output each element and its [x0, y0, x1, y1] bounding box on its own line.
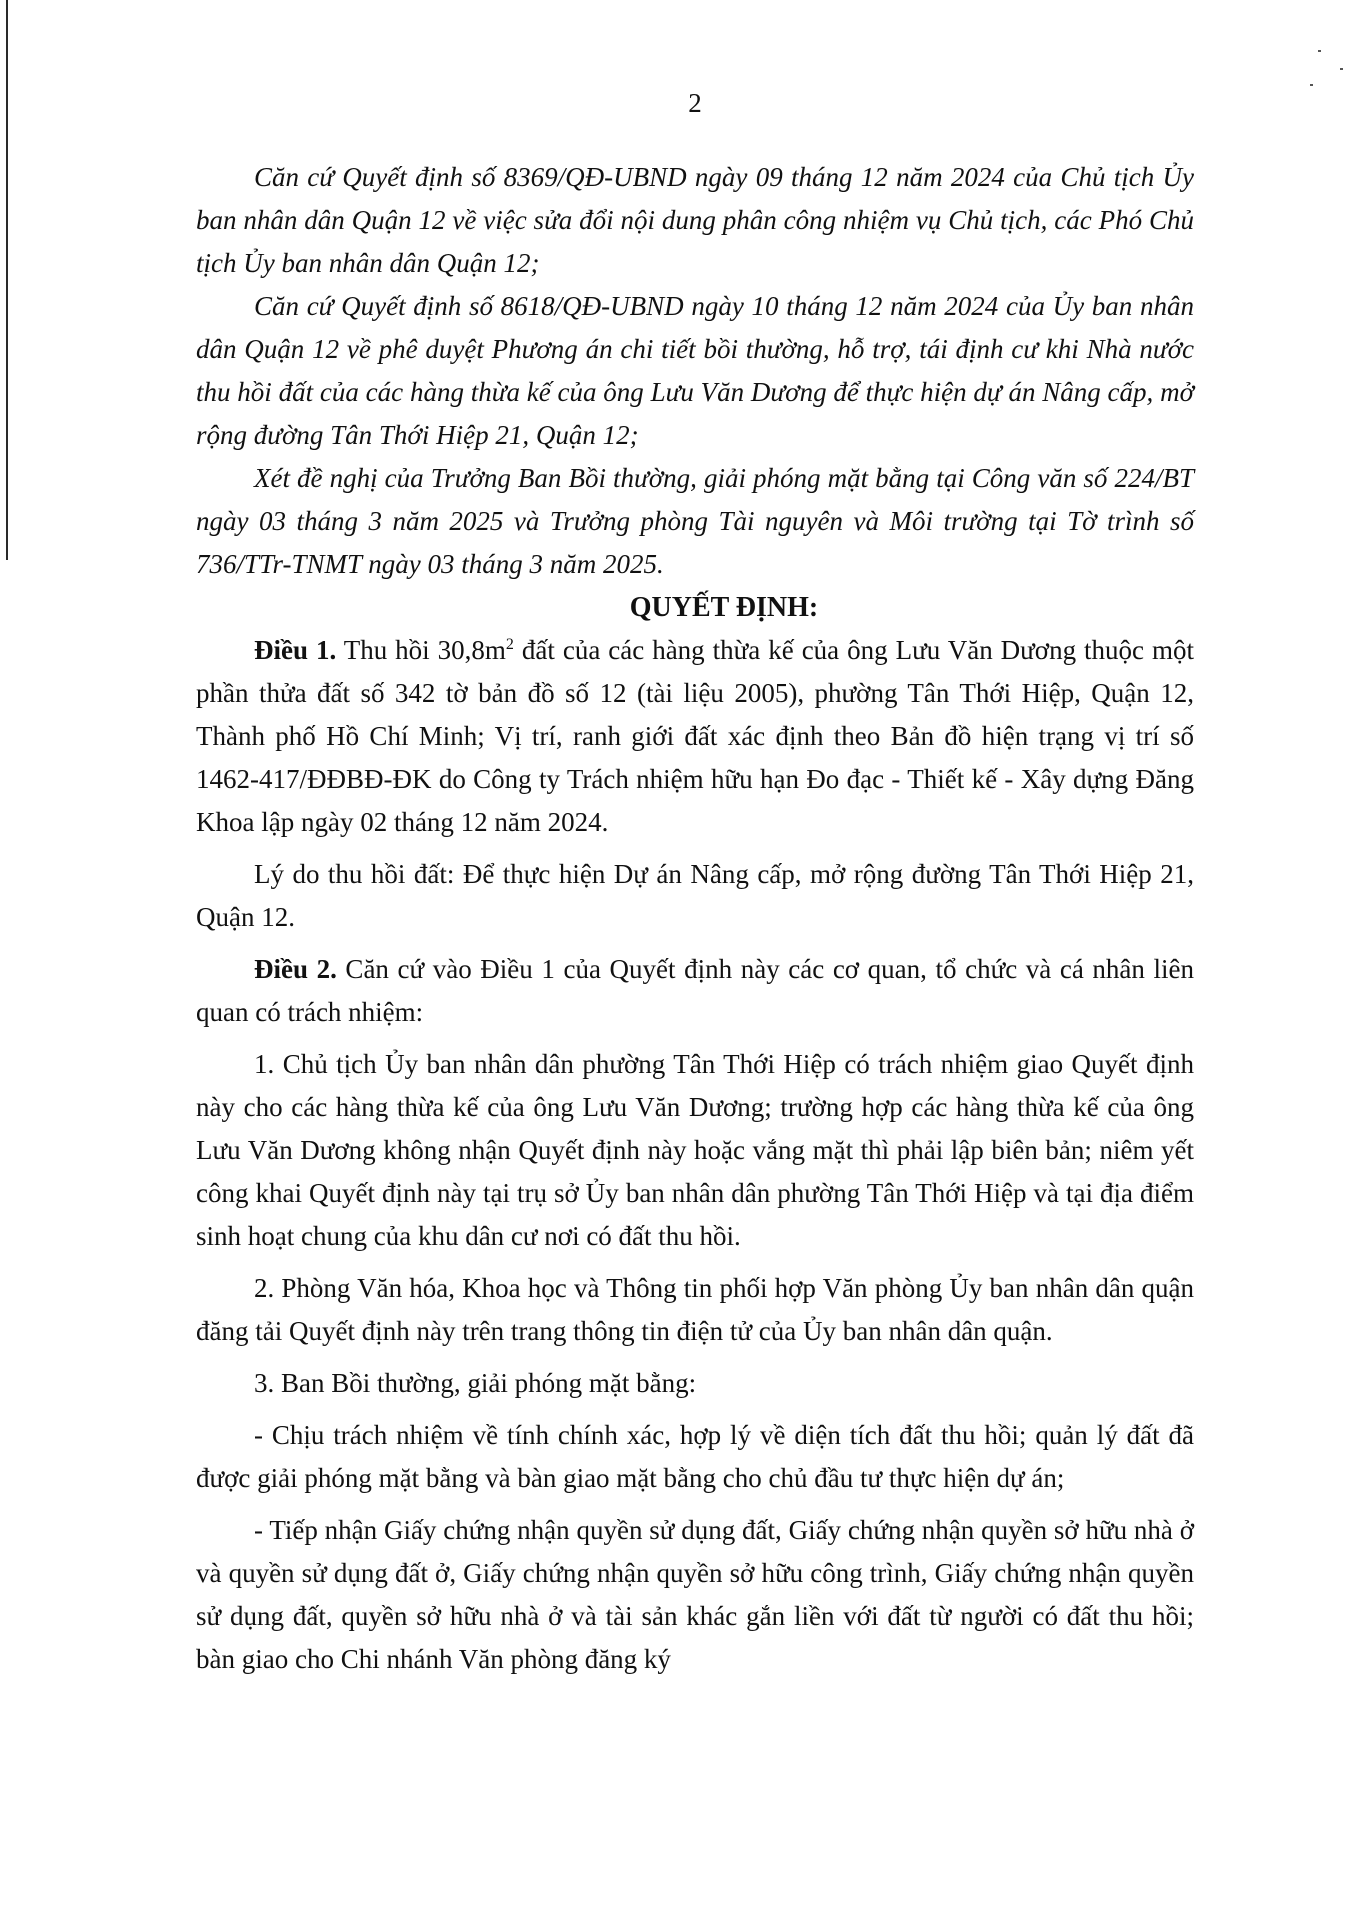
- scan-speck: [1340, 68, 1343, 70]
- article-1-text-a: Thu hồi 30,8m: [336, 635, 506, 665]
- decision-heading: QUYẾT ĐỊNH:: [629, 592, 819, 623]
- page-number: 2: [688, 88, 702, 118]
- article-2-item: - Chịu trách nhiệm về tính chính xác, hợp lý về diện tích đất thu hồi; quản lý đất đã được giải phóng mặt bằng và bàn giao mặt bằng cho chủ đầu tư thực hiện dự án;: [196, 1420, 1194, 1493]
- article-2-item: 3. Ban Bồi thường, giải phóng mặt bằng:: [254, 1368, 697, 1398]
- article-2-intro: Căn cứ vào Điều 1 của Quyết định này các cơ quan, tổ chức và cá nhân liên quan có trách nhiệm:: [196, 954, 1194, 1027]
- article-1-reason: Lý do thu hồi đất: Để thực hiện Dự án Nâng cấp, mở rộng đường Tân Thới Hiệp 21, Quận 12.: [196, 859, 1194, 932]
- area-unit-superscript: 2: [505, 636, 514, 653]
- preamble-paragraph: Căn cứ Quyết định số 8369/QĐ-UBND ngày 09 tháng 12 năm 2024 của Chủ tịch Ủy ban nhân dân Quận 12 về việc sửa đổi nội dung phân công nhiệm vụ Chủ tịch, các Phó Chủ tịch Ủy ban nhân dân Quận 12;: [196, 162, 1194, 278]
- document-page: [196, 0, 1194, 1920]
- preamble: [196, 156, 1194, 586]
- article-1-text-b: đất của các hàng thừa kế của ông Lưu Văn Dương thuộc một phần thửa đất số 342 tờ bản đồ số 12 (tài liệu 2005), phường Tân Thới Hiệp, Quận 12, Thành phố Hồ Chí Minh; Vị trí, ranh giới đất xác định theo Bản đồ hiện trạng vị trí số 1462-417/ĐĐBĐ-ĐK do Công ty Trách nhiệm hữu hạn Đo đạc - Thiết kế - Xây dựng Đăng Khoa lập ngày 02 tháng 12 năm 2024.: [196, 635, 1195, 837]
- scan-speck: [1310, 84, 1313, 86]
- article-2-label: Điều 2.: [254, 954, 337, 984]
- scan-speck: [1318, 50, 1321, 52]
- preamble-paragraph: Căn cứ Quyết định số 8618/QĐ-UBND ngày 10 tháng 12 năm 2024 của Ủy ban nhân dân Quận 12 về phê duyệt Phương án chi tiết bồi thường, hỗ trợ, tái định cư khi Nhà nước thu hồi đất của các hàng thừa kế của ông Lưu Văn Dương để thực hiện dự án Nâng cấp, mở rộng đường Tân Thới Hiệp 21, Quận 12;: [196, 291, 1194, 450]
- article-1: [196, 629, 1194, 844]
- article-2-item: 2. Phòng Văn hóa, Khoa học và Thông tin phối hợp Văn phòng Ủy ban nhân dân quận đăng tải Quyết định này trên trang thông tin điện tử của Ủy ban nhân dân quận.: [196, 1273, 1194, 1346]
- article-2-item: 1. Chủ tịch Ủy ban nhân dân phường Tân Thới Hiệp có trách nhiệm giao Quyết định này cho các hàng thừa kế của ông Lưu Văn Dương; trường hợp các hàng thừa kế của ông Lưu Văn Dương không nhận Quyết định này hoặc vắng mặt thì phải lập biên bản; niêm yết công khai Quyết định này tại trụ sở Ủy ban nhân dân phường Tân Thới Hiệp và tại địa điểm sinh hoạt chung của khu dân cư nơi có đất thu hồi.: [196, 1049, 1194, 1251]
- document-body: [196, 156, 1194, 1681]
- article-2-item: - Tiếp nhận Giấy chứng nhận quyền sử dụng đất, Giấy chứng nhận quyền sở hữu nhà ở và quyền sử dụng đất ở, Giấy chứng nhận quyền sở hữu công trình, Giấy chứng nhận quyền sử dụng đất, quyền sở hữu nhà ở và tài sản khác gắn liền với đất từ người có đất thu hồi; bàn giao cho Chi nhánh Văn phòng đăng ký: [196, 1515, 1194, 1674]
- scan-edge-line: [6, 0, 8, 560]
- article-2: [196, 948, 1194, 1034]
- article-1-label: Điều 1.: [254, 635, 337, 665]
- preamble-paragraph: Xét đề nghị của Trưởng Ban Bồi thường, giải phóng mặt bằng tại Công văn số 224/BT ngày 03 tháng 3 năm 2025 và Trưởng phòng Tài nguyên và Môi trường tại Tờ trình số 736/TTr-TNMT ngày 03 tháng 3 năm 2025.: [196, 463, 1194, 579]
